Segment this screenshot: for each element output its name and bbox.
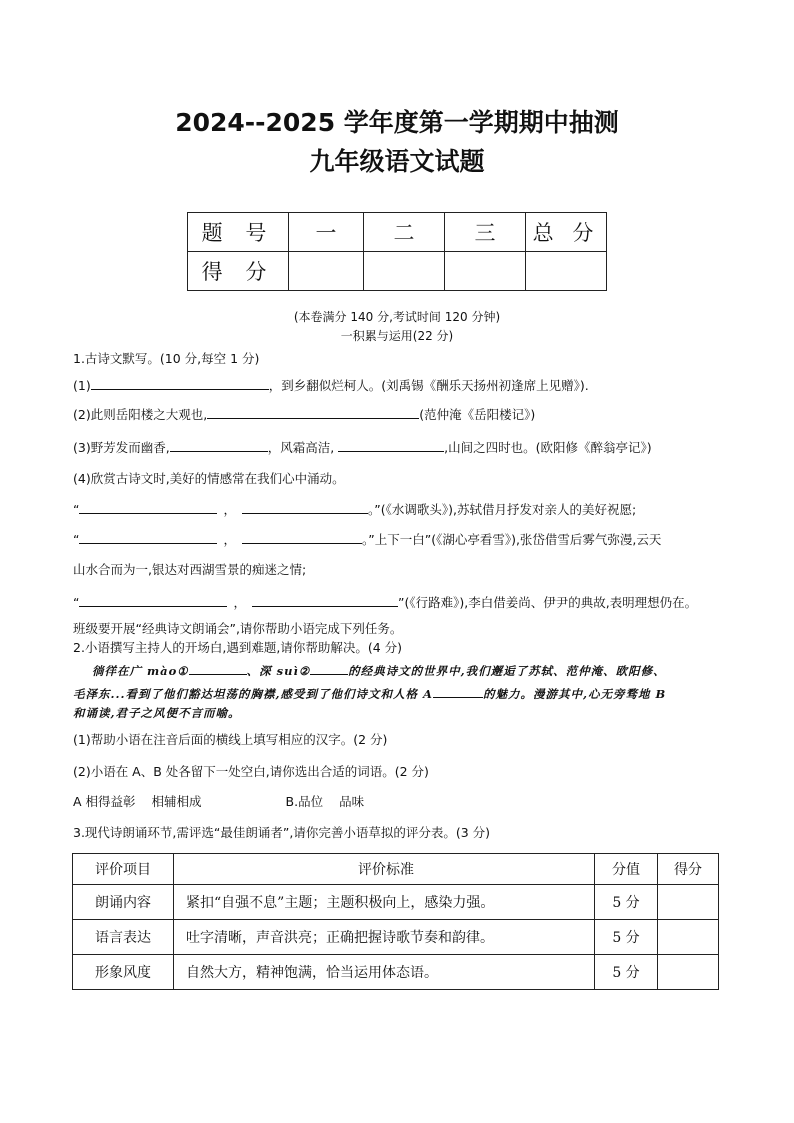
q2-passage-line1 (92, 662, 754, 679)
q1-item1-post: ，到乡翻似烂柯人。(刘禹锡《酬乐天扬州初逢席上见赠》). (268, 378, 589, 393)
score-cell-total[interactable] (526, 252, 607, 291)
comma: ， (223, 532, 236, 547)
score-cell-part3[interactable] (445, 252, 526, 291)
answer-blank[interactable] (79, 594, 227, 607)
comma: ， (223, 502, 236, 517)
open-quote: “ (73, 532, 80, 547)
q3-heading: 3.现代诗朗诵环节,需评选“最佳朗诵者”,请你完善小语草拟的评分表。(3 分) (73, 825, 491, 840)
table-row (73, 885, 719, 920)
passage-text: 的经典诗文的世界中,我们邂逅了苏轼、范仲淹、欧阳修、 (348, 664, 666, 678)
answer-blank[interactable] (252, 594, 398, 607)
eval-points: 5 分 (595, 885, 658, 920)
option-a2: 相辅相成 (151, 794, 202, 809)
q1-item1 (73, 376, 754, 394)
eval-score-cell[interactable] (658, 920, 719, 955)
answer-blank[interactable] (433, 685, 483, 698)
eval-header-standard: 评价标准 (174, 854, 595, 885)
option-b2: 品味 (339, 794, 365, 809)
score-value-row (188, 252, 607, 291)
q1-item1-pre: (1) (73, 378, 91, 393)
eval-item: 形象风度 (73, 955, 174, 990)
eval-score-cell[interactable] (658, 885, 719, 920)
score-cell-part1[interactable] (289, 252, 364, 291)
q1-item4: (4)欣赏古诗文时,美好的情感常在我们心中涌动。 (73, 471, 345, 486)
q1-item2-post: (范仲淹《岳阳楼记》) (419, 407, 536, 422)
answer-blank[interactable] (207, 406, 419, 419)
option-a: A 相得益彰 (73, 794, 136, 809)
open-quote: “ (73, 502, 80, 517)
q2-sub2: (2)小语在 A、B 处各留下一处空白,请你选出合适的词语。(2 分) (73, 764, 429, 779)
answer-blank[interactable] (242, 501, 368, 514)
score-header-label: 题 号 (188, 213, 289, 252)
q1-item4-line2 (73, 530, 754, 548)
q2-sub1: (1)帮助小语在注音后面的横线上填写相应的汉字。(2 分) (73, 732, 388, 747)
q1-heading: 1.古诗文默写。(10 分,每空 1 分) (73, 351, 260, 366)
q1-item4-line3 (73, 593, 754, 611)
activity-intro: 班级要开展“经典诗文朗诵会”,请你帮助小语完成下列任务。 (73, 621, 403, 636)
q2-heading: 2.小语撰写主持人的开场白,遇到难题,请你帮助解决。(4 分) (73, 640, 403, 655)
open-quote: “ (73, 595, 80, 610)
answer-blank[interactable] (310, 662, 348, 675)
answer-blank[interactable] (189, 662, 247, 675)
eval-header-score: 得分 (658, 854, 719, 885)
section-heading: 一积累与运用(22 分) (340, 329, 454, 343)
score-table (187, 212, 607, 291)
score-header-part2: 二 (364, 213, 445, 252)
score-header-total: 总 分 (526, 213, 607, 252)
q2-options (73, 792, 754, 810)
eval-header-item: 评价项目 (73, 854, 174, 885)
score-header-part3: 三 (445, 213, 526, 252)
exam-subtitle: 九年级语文试题 (309, 147, 485, 176)
option-b: B.品位 (285, 794, 324, 809)
score-row-label: 得 分 (188, 252, 289, 291)
q1-item4-line2-post: 。”上下一白”(《湖心亭看雪》),张岱借雪后雾气弥漫,云天 (362, 532, 662, 547)
q1-item2 (73, 405, 754, 423)
eval-standard: 自然大方，精神饱满，恰当运用体态语。 (174, 955, 595, 990)
table-row (73, 955, 719, 990)
answer-blank[interactable] (79, 531, 217, 544)
q1-item4-line1-post: 。”(《水调歌头》),苏轼借月抒发对亲人的美好祝愿; (368, 502, 637, 517)
exam-info: (本卷满分 140 分,考试时间 120 分钟) (293, 310, 501, 324)
answer-blank[interactable] (91, 377, 269, 390)
eval-points: 5 分 (595, 920, 658, 955)
q1-item3-mid: ，风霜高洁, (267, 440, 335, 455)
score-cell-part2[interactable] (364, 252, 445, 291)
q1-item3-pre: (3)野芳发而幽香, (73, 440, 170, 455)
eval-header-row (73, 854, 719, 885)
q1-item3-post: ,山间之四时也。(欧阳修《醉翁亭记》) (444, 440, 652, 455)
exam-title: 2024--2025 学年度第一学期期中抽测 (175, 108, 619, 137)
score-header-row (188, 213, 607, 252)
q1-item4-line3-post: ”(《行路难》),李白借姜尚、伊尹的典故,表明理想仍在。 (398, 595, 698, 610)
comma: ， (233, 595, 246, 610)
passage-text: 毛泽东...看到了他们豁达坦荡的胸襟,感受到了他们诗文和人格 A (73, 687, 433, 701)
eval-score-cell[interactable] (658, 955, 719, 990)
q1-item3 (73, 438, 754, 456)
eval-header-points: 分值 (595, 854, 658, 885)
passage-text: 徜徉在广 mào① (92, 664, 189, 678)
q2-passage-line2 (73, 685, 754, 702)
q1-item4-line2-cont: 山水合而为一,银达对西湖雪景的痴迷之情; (73, 562, 307, 577)
answer-blank[interactable] (242, 531, 362, 544)
passage-text: 的魅力。漫游其中,心无旁骛地 B (482, 687, 667, 701)
answer-blank[interactable] (79, 501, 217, 514)
evaluation-table (72, 853, 719, 990)
q2-passage-line3: 和诵读,君子之风便不言而喻。 (73, 706, 241, 720)
eval-points: 5 分 (595, 955, 658, 990)
passage-text: 、深 suì② (246, 664, 311, 678)
q1-item2-pre: (2)此则岳阳楼之大观也, (73, 407, 208, 422)
eval-standard: 紧扣“自强不息”主题；主题积极向上，感染力强。 (174, 885, 595, 920)
answer-blank[interactable] (338, 439, 444, 452)
score-header-part1: 一 (289, 213, 364, 252)
eval-item: 语言表达 (73, 920, 174, 955)
table-row (73, 920, 719, 955)
eval-item: 朗诵内容 (73, 885, 174, 920)
answer-blank[interactable] (170, 439, 268, 452)
eval-standard: 吐字清晰，声音洪亮；正确把握诗歌节奏和韵律。 (174, 920, 595, 955)
q1-item4-line1 (73, 500, 754, 518)
